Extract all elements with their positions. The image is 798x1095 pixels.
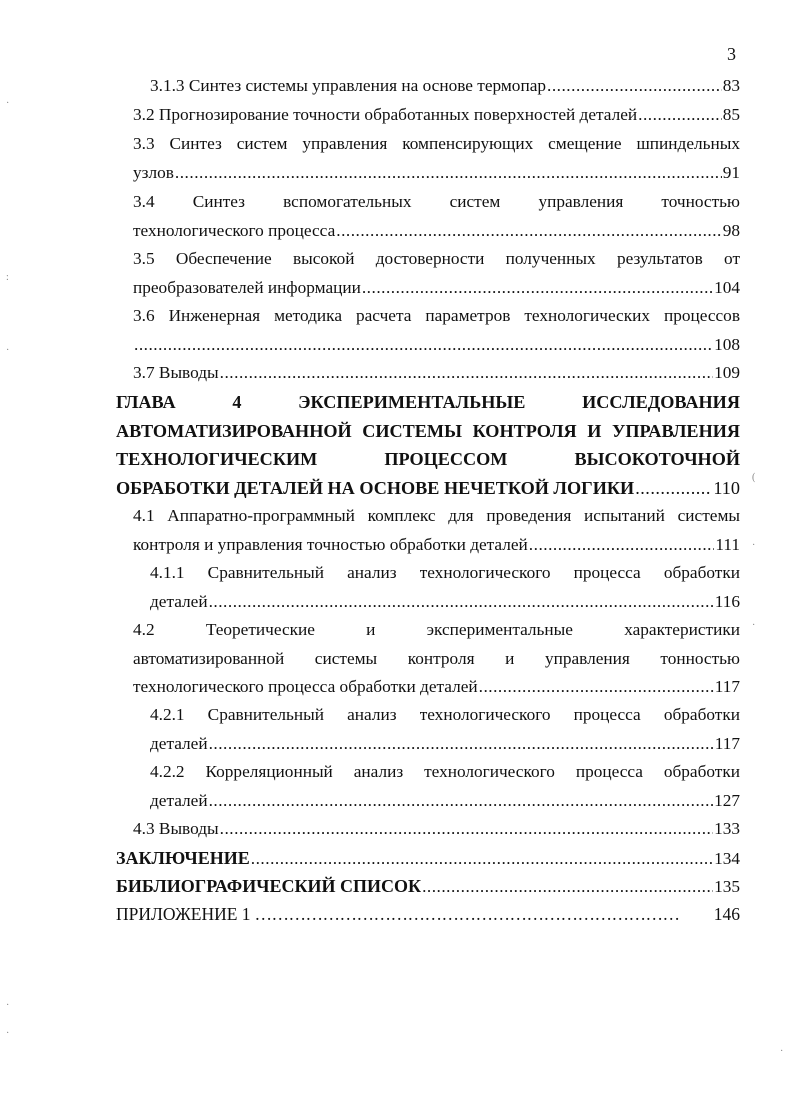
- toc-entry-title-line: 3.5 Обеспечение высокой достоверности полученных результатов от: [133, 249, 740, 268]
- dot-leader: [362, 274, 713, 303]
- toc-entry-4-3[interactable]: [133, 815, 740, 844]
- toc-entry-bibliography[interactable]: [116, 872, 740, 901]
- dot-leader: [220, 815, 713, 844]
- dot-leader: [529, 531, 715, 560]
- dot-leader: [336, 217, 721, 246]
- toc-entry-page: 111: [715, 534, 740, 554]
- dot-leader: [209, 730, 714, 759]
- toc-entry-page: 127: [714, 790, 740, 810]
- dot-leader: [479, 673, 714, 702]
- toc-entry-title: 4.3 Выводы: [133, 819, 219, 838]
- scan-speck: ·: [6, 1028, 10, 1039]
- scan-speck: :: [6, 272, 9, 283]
- toc-entry-title-cont: преобразователей информации: [133, 277, 361, 297]
- scan-speck: ·: [780, 1046, 784, 1057]
- dot-leader: [547, 72, 722, 101]
- toc-entry-title-line: 4.2.1 Сравнительный анализ технологического процесса обработки: [150, 705, 740, 724]
- dot-leader: [635, 474, 712, 503]
- toc-entry-title-line: 4.2 Теоретические и экспериментальные характеристики: [133, 620, 740, 639]
- toc-entry-title: БИБЛИОГРАФИЧЕСКИЙ СПИСОК: [116, 876, 422, 896]
- toc-entry-page: 133: [714, 819, 740, 838]
- scan-speck: ·: [6, 1000, 10, 1011]
- toc-entry-page: 116: [714, 591, 740, 611]
- dot-leader: [251, 845, 713, 874]
- toc-entry-3-6[interactable]: [133, 302, 740, 359]
- toc-entry-title: 3.7 Выводы: [133, 363, 219, 382]
- toc-entry-title: ЗАКЛЮЧЕНИЕ: [116, 848, 250, 868]
- toc-entry-appendix-1[interactable]: [116, 900, 740, 929]
- toc-entry-page: 104: [714, 277, 740, 297]
- scan-speck: ·: [752, 540, 756, 551]
- chapter-title-line: АВТОМАТИЗИРОВАННОЙ СИСТЕМЫ КОНТРОЛЯ И УПРАВЛЕНИЯ: [116, 420, 740, 441]
- toc-entry-3-5[interactable]: [133, 245, 740, 302]
- toc-entry-title-line: 4.1 Аппаратно-программный комплекс для проведения испытаний системы: [133, 506, 740, 525]
- toc-entry-title-cont: деталей: [150, 591, 208, 611]
- toc-entry-title: ПРИЛОЖЕНИЕ 1: [116, 904, 251, 924]
- toc-entry-title-line: 4.2.2 Корреляционный анализ технологического процесса обработки: [150, 762, 740, 781]
- scan-speck: ·: [6, 98, 10, 109]
- dot-leader: [209, 588, 714, 617]
- chapter-title-line: ОБРАБОТКИ ДЕТАЛЕЙ НА ОСНОВЕ НЕЧЕТКОЙ ЛОГИКИ: [116, 477, 635, 498]
- toc-entry-title-line: автоматизированной системы контроля и управления тонностью: [133, 648, 740, 668]
- toc-entry-title: 3.1.3 Синтез системы управления на основе термопар: [150, 76, 547, 95]
- toc-entry-page: 135: [714, 877, 740, 896]
- toc-entry-title-cont: контроля и управления точностью обработки деталей: [133, 534, 528, 554]
- toc-entry-title-line: 3.4 Синтез вспомогательных систем управления точностью: [133, 192, 740, 211]
- toc-entry-page: 117: [714, 733, 740, 753]
- toc-entry-page: 98: [722, 220, 740, 240]
- toc-entry-4-2-2[interactable]: [150, 758, 740, 815]
- dot-leader: [220, 359, 713, 388]
- toc-entry-page: 110: [713, 477, 740, 498]
- chapter-title-line: ТЕХНОЛОГИЧЕСКИМ ПРОЦЕССОМ ВЫСОКОТОЧНОЙ: [116, 449, 740, 469]
- page-number: 3: [727, 44, 736, 64]
- toc-entry-3-7[interactable]: [133, 359, 740, 388]
- toc-entry-4-1[interactable]: [133, 502, 740, 559]
- dot-leader: [175, 159, 722, 188]
- scan-speck: (: [752, 472, 756, 483]
- toc-entry-title-cont: деталей: [150, 733, 208, 753]
- toc-entry-page: 146: [713, 904, 740, 924]
- toc-entry-title-line: 3.3 Синтез систем управления компенсирующих смещение шпиндельных: [133, 134, 740, 153]
- chapter-title-line: ГЛАВА 4 ЭКСПЕРИМЕНТАЛЬНЫЕ ИССЛЕДОВАНИЯ: [116, 392, 740, 412]
- toc-entry-page: 83: [722, 76, 740, 95]
- toc-entry-title-line: 3.6 Инженерная методика расчета параметров технологических процессов: [133, 306, 740, 325]
- toc-entry-title: 3.2 Прогнозирование точности обработанных поверхностей деталей: [133, 105, 638, 124]
- dot-leader: [422, 873, 713, 902]
- toc-entry-title-line: 4.1.1 Сравнительный анализ технологического процесса обработки: [150, 563, 740, 582]
- toc-entry-4-2-1[interactable]: [150, 701, 740, 758]
- dot-leader: [638, 101, 722, 130]
- dot-leader: [209, 787, 713, 816]
- toc-entry-title-cont: технологического процесса обработки деталей: [133, 677, 478, 696]
- toc-entry-4-2[interactable]: [133, 616, 740, 702]
- toc-entry-page: 117: [714, 677, 740, 696]
- toc-entry-3-2[interactable]: [133, 101, 740, 130]
- toc-entry-page: 85: [722, 105, 740, 124]
- scan-speck: ·: [752, 620, 756, 631]
- toc-entry-3-4[interactable]: [133, 188, 740, 245]
- toc-entry-title-cont: технологического процесса: [133, 220, 336, 240]
- toc-entry-3-1-3[interactable]: [150, 72, 740, 101]
- toc-entry-page: 108: [714, 334, 740, 354]
- toc-entry-conclusion[interactable]: [116, 844, 740, 873]
- toc-chapter-4[interactable]: [116, 388, 740, 502]
- scan-speck: ·: [6, 345, 10, 356]
- toc-entry-page: 109: [714, 363, 740, 382]
- toc-entry-page: 91: [722, 162, 740, 182]
- toc-entry-4-1-1[interactable]: [150, 559, 740, 616]
- toc-entry-3-3[interactable]: [133, 130, 740, 187]
- dot-leader: [134, 331, 713, 360]
- toc-entry-title-cont: узлов: [133, 162, 174, 182]
- toc-entry-page: 134: [714, 849, 740, 868]
- dot-leader: …………………………………………………………………: [254, 904, 680, 924]
- toc-entry-title-cont: деталей: [150, 790, 208, 810]
